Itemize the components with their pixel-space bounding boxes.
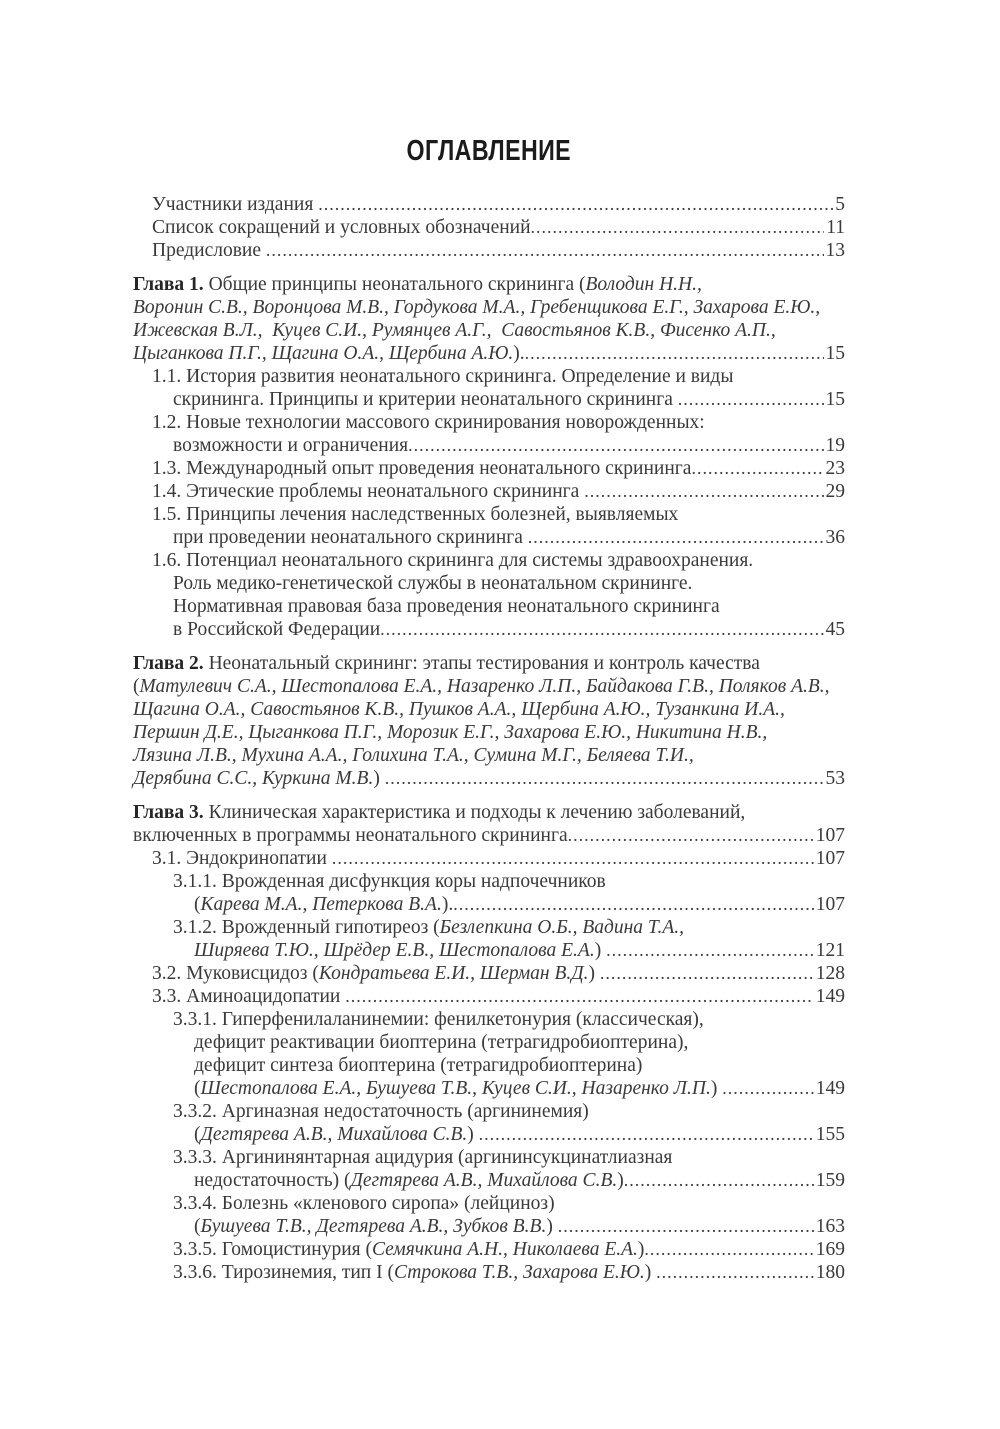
toc-line [133,939,845,962]
toc-text-segment: Карева М.А., Петеркова В.А. [200,894,442,915]
toc-line [133,847,845,870]
toc-text-segment: 3.3.1. Гиперфенилаланинемии: фенилкетонурия (классическая), [173,1009,704,1030]
toc-text-segment: Першин Д.Е., Цыганкова П.Г., Морозик Е.Г., Захарова Е.Ю., Никитина Н.В., [133,722,768,743]
toc-line [133,239,845,262]
page-number: 19 [825,435,845,456]
toc-line [133,962,845,985]
dot-leader [644,1238,813,1261]
page-number: 128 [815,963,845,984]
toc-text-segment: ( [194,1216,201,1237]
toc-text-segment: дефицит синтеза биоптерина (тетрагидробиоптерина) [194,1055,643,1076]
toc-line [133,1054,845,1077]
toc-text-segment: Бушуева Т.В., Дегтярева А.В., Зубков В.В. [200,1216,547,1237]
toc-text-segment: 3.3.6. Тирозинемия, тип I ( [173,1262,394,1283]
toc-text-segment: Глава 3. [133,802,209,823]
page-number: 13 [825,240,845,261]
section-3-3 [133,985,845,1008]
toc-line [133,1123,845,1146]
toc-line [133,319,845,342]
toc-line [133,342,845,365]
toc-line [133,652,845,675]
toc-text-segment: 1.3. Международный опыт проведения неонатального скрининга [152,458,692,479]
dot-leader [380,618,823,641]
toc-text-segment: Щагина О.А., Савостьянов К.В., Пушков А.А., Щербина А.Ю., Тузанкина И.А., [133,699,785,720]
toc-text-segment: ) [710,1078,723,1099]
toc-text-segment: Неонатальный скрининг: этапы тестирования и контроль качества [208,653,760,674]
section-3-1-2 [133,916,845,962]
toc-text-segment: 3.3.3. Аргининянтарная ацидурия (аргининсукцинатлиазная [173,1147,673,1168]
toc-text-segment: ) [588,963,600,984]
page-number: 159 [815,1170,845,1191]
toc-text-segment: ) [467,1124,479,1145]
toc-line [133,1146,845,1169]
page-number: 149 [815,1078,845,1099]
dot-leader [266,239,824,262]
toc-text-segment: Клиническая характеристика и подходы к лечению заболеваний, [208,802,746,823]
toc-text-segment: 1.6. Потенциал неонатального скрининга для системы здравоохранения. [152,550,754,571]
toc-line [133,457,845,480]
dot-leader [332,847,814,870]
toc-text-segment: ). [513,343,525,364]
toc-line [133,1215,845,1238]
toc-list [133,193,845,1284]
page-number: 149 [815,986,845,1007]
toc-text-segment: ) [617,1170,624,1191]
toc-text-segment: включенных в программы неонатального скрининга [133,825,568,846]
toc-line [133,480,845,503]
toc-text-segment: ) [546,1216,558,1237]
toc-text-segment: 3.3.4. Болезнь «кленового сиропа» (лейциноз) [173,1193,555,1214]
toc-text-segment: Дегтярева А.В., Михайлова С.В. [350,1170,618,1191]
toc-line [133,1261,845,1284]
dot-leader [385,767,824,790]
page-number: 107 [815,894,845,915]
page-number: 11 [826,217,845,238]
dot-leader [568,824,814,847]
dot-leader [479,1123,814,1146]
page-number: 155 [815,1124,845,1145]
toc-text-segment: 1.2. Новые технологии массового скринирования новорожденных: [152,412,705,433]
toc-text-segment: возможности и ограничения [173,435,409,456]
toc-line [133,1192,845,1215]
dot-leader [453,893,814,916]
toc-text-segment: Воронин С.В., Воронцова М.В., Гордукова М.А., Гребенщикова Е.Г., Захарова Е.Ю., [133,297,821,318]
toc-text-segment: Дегтярева А.В., Михайлова С.В. [200,1124,468,1145]
toc-text-segment: Роль медико-генетической службы в неонатальном скрининге. [173,573,693,594]
toc-text-segment: Шестопалова Е.А., Бушуева Т.В., Куцев С.И., Назаренко Л.П. [200,1078,711,1099]
toc-text-segment: Нормативная правовая база проведения неонатального скрининга [173,596,720,617]
dot-leader [345,985,814,1008]
dot-leader [624,1169,814,1192]
toc-line [133,434,845,457]
toc-line [133,411,845,434]
toc-line [133,549,845,572]
toc-line [133,675,845,698]
page-title-text: ОГЛАВЛЕНИЕ [406,135,572,167]
toc-text-segment: Матулевич С.А., Шестопалова Е.А., Назаренко Л.П., Байдакова Г.В., Поляков А.В., [139,676,830,697]
toc-text-segment: ). [441,894,454,915]
toc-text-segment: 3.3.2. Аргиназная недостаточность (аргининемия) [173,1101,589,1122]
section-3-2 [133,962,845,985]
toc-text-segment: ( [194,894,201,915]
page-number: 15 [825,389,845,410]
frontmatter-abbreviations [133,216,845,239]
toc-text-segment: 3.1.1. Врожденная дисфункция коры надпочечников [173,871,606,892]
dot-leader [408,434,823,457]
page-number: 121 [815,940,845,961]
toc-text-segment: недостаточность) ( [194,1170,351,1191]
toc-text-segment: при проведении неонатального скрининга [173,527,528,548]
toc-text-segment: Володин Н.Н., [585,274,702,295]
dot-leader [656,1261,814,1284]
toc-text-segment: ) [644,1262,657,1283]
toc-line [133,273,845,296]
toc-text-segment: Ижевская В.Л., Куцев С.И., Румянцев А.Г., Савостьянов К.В., Фисенко А.П., [133,320,776,341]
toc-text-segment: Глава 1. [133,274,209,295]
section-3-1 [133,847,845,870]
toc-text-segment: 1.5. Принципы лечения наследственных болезней, выявляемых [152,504,679,525]
toc-text-segment: ( [133,676,140,697]
frontmatter-participants [133,193,845,216]
page-number: 163 [815,1216,845,1237]
toc-line [133,698,845,721]
toc-line [133,388,845,411]
chapter-2 [133,652,845,790]
toc-text-segment: ( [194,1124,201,1145]
toc-text-segment: ) [594,940,607,961]
page-number: 15 [825,343,845,364]
toc-text-segment: Лязина Л.В., Мухина А.А., Голихина Т.А., Сумина М.Г., Беляева Т.И., [133,745,694,766]
toc-text-segment: ) [637,1239,645,1260]
page-number: 53 [825,768,845,789]
toc-text-segment: Безлепкина О.Б., Вадина Т.А., [439,917,685,938]
toc-text-segment: Семячкина А.Н., Николаева Е.А. [371,1239,638,1260]
dot-leader [600,962,814,985]
toc-line [133,985,845,1008]
toc-line [133,595,845,618]
section-3-3-4 [133,1192,845,1238]
toc-text-segment: 3.1. Эндокринопатии [152,848,332,869]
section-3-3-1 [133,1008,845,1100]
section-1-5 [133,503,845,549]
toc-text-segment: Предисловие [152,240,266,261]
toc-text-segment: Глава 2. [133,653,209,674]
page-number: 29 [825,481,845,502]
section-3-3-3 [133,1146,845,1192]
toc-text-segment: Список сокращений и условных обозначений [152,217,531,238]
toc-text-segment: Кондратьева Е.И., Шерман В.Д. [318,963,589,984]
toc-text-segment: 1.4. Этические проблемы неонатального скрининга [152,481,585,502]
toc-text-segment: дефицит реактивации биоптерина (тетрагидробиоптерина), [194,1032,689,1053]
dot-leader [678,388,824,411]
page-title [133,0,845,166]
toc-text-segment: скрининга. Принципы и критерии неонатального скрининга [173,389,678,410]
dot-leader [528,526,824,549]
dot-leader [558,1215,814,1238]
section-1-6 [133,549,845,641]
toc-line [133,572,845,595]
dot-leader [722,1077,814,1100]
section-3-1-1 [133,870,845,916]
toc-line [133,824,845,847]
dot-leader [318,193,833,216]
toc-text-segment: 3.2. Муковисцидоз ( [152,963,319,984]
toc-line [133,916,845,939]
page-number: 23 [825,458,845,479]
toc-text-segment: Участники издания [152,194,319,215]
toc-text-segment: Дерябина С.С., Куркина М.В. [133,768,374,789]
toc-text-segment: ) [373,768,385,789]
toc-line [133,801,845,824]
dot-leader [691,457,823,480]
toc-line [133,1031,845,1054]
toc-text-segment: Ширяева Т.Ю., Шрёдер Е.В., Шестопалова Е.А. [194,940,595,961]
toc-line [133,1100,845,1123]
page-number: 5 [835,194,845,215]
page-number: 180 [815,1262,845,1283]
section-3-3-6 [133,1261,845,1284]
page-number: 107 [815,825,845,846]
toc-line [133,893,845,916]
toc-line [133,1077,845,1100]
toc-line [133,767,845,790]
toc-line [133,365,845,388]
toc-text-segment: Строкова Т.В., Захарова Е.Ю. [393,1262,645,1283]
toc-line [133,1238,845,1261]
toc-line [133,744,845,767]
section-1-3 [133,457,845,480]
toc-line [133,618,845,641]
toc-text-segment: Общие принципы неонатального скрининга ( [208,274,586,295]
section-3-3-5 [133,1238,845,1261]
frontmatter-foreword [133,239,845,262]
dot-leader [606,939,814,962]
section-1-4 [133,480,845,503]
toc-text-segment: ( [194,1078,201,1099]
toc-line [133,503,845,526]
toc-line [133,193,845,216]
page-number: 45 [825,619,845,640]
page-number: 36 [825,527,845,548]
toc-text-segment: 3.3.5. Гомоцистинурия ( [173,1239,372,1260]
toc-line [133,721,845,744]
section-1-2 [133,411,845,457]
dot-leader [525,342,824,365]
toc-line [133,870,845,893]
page-number: 107 [815,848,845,869]
section-3-3-2 [133,1100,845,1146]
toc-text-segment: 1.1. История развития неонатального скрининга. Определение и виды [152,366,734,387]
section-1-1 [133,365,845,411]
chapter-1 [133,273,845,365]
toc-line [133,296,845,319]
toc-line [133,216,845,239]
toc-text-segment: 3.3. Аминоацидопатии [152,986,346,1007]
toc-line [133,1008,845,1031]
toc-text-segment: в Российской Федерации [173,619,381,640]
toc-text-segment: 3.1.2. Врожденный гипотиреоз ( [173,917,440,938]
dot-leader [531,216,825,239]
toc-text-segment: Цыганкова П.Г., Щагина О.А., Щербина А.Ю. [133,343,514,364]
toc-line [133,526,845,549]
toc-line [133,1169,845,1192]
page-number: 169 [815,1239,845,1260]
dot-leader [584,480,823,503]
chapter-3 [133,801,845,847]
